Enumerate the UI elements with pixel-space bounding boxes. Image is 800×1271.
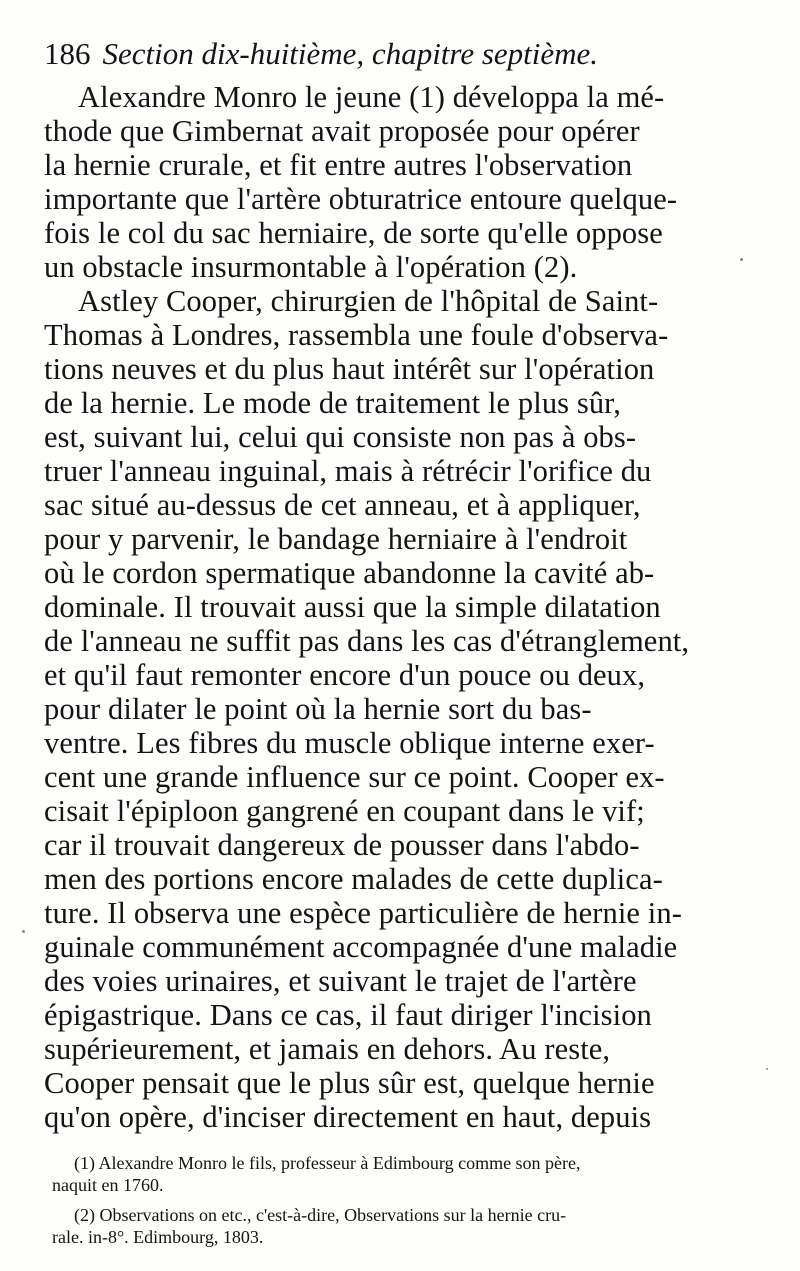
text-line: pour dilater le point où la hernie sort du bas- [44, 692, 592, 726]
text-line: ture. Il observa une espèce particulière de hernie in- [44, 896, 682, 930]
text-line: où le cordon spermatique abandonne la cavité ab- [44, 556, 655, 590]
footnote-line: (1) Alexandre Monro le fils, professeur à Edimbourg comme son père, [74, 1153, 581, 1173]
text-line: supérieurement, et jamais en dehors. Au reste, [44, 1032, 611, 1066]
text-line: de la hernie. Le mode de traitement le plus sûr, [44, 386, 621, 420]
text-line: Cooper pensait que le plus sûr est, quelque hernie [44, 1066, 655, 1100]
text-line: qu'on opère, d'inciser directement en haut, depuis [44, 1100, 652, 1134]
text-line: tions neuves et du plus haut intérêt sur l'opération [44, 352, 655, 386]
text-line: pour y parvenir, le bandage herniaire à l'endroit [44, 522, 628, 556]
text-line: cisait l'épiploon gangrené en coupant dans le vif; [44, 794, 645, 828]
footnote-line: rale. in-8°. Edimbourg, 1803. [52, 1227, 264, 1247]
text-line: un obstacle insurmontable à l'opération (2). [44, 250, 578, 284]
text-line: fois le col du sac herniaire, de sorte qu'elle oppose [44, 216, 663, 250]
text-line: importante que l'artère obturatrice entoure quelque- [44, 182, 678, 216]
text-line: truer l'anneau inguinal, mais à rétrécir l'orifice du [44, 454, 652, 488]
text-line: ventre. Les fibres du muscle oblique interne exer- [44, 726, 655, 760]
text-line: dominale. Il trouvait aussi que la simple dilatation [44, 590, 661, 624]
text-line: de l'anneau ne suffit pas dans les cas d'étranglement, [44, 624, 690, 658]
text-line: et qu'il faut remonter encore d'un pouce ou deux, [44, 658, 646, 692]
text-line: Thomas à Londres, rassembla une foule d'observa- [44, 318, 669, 352]
footnote-line: naquit en 1760. [52, 1175, 164, 1195]
text-line: Astley Cooper, chirurgien de l'hôpital de Saint- [78, 284, 659, 318]
page-number: 186 [44, 36, 91, 71]
text-line: thode que Gimbernat avait proposée pour opérer [44, 114, 640, 148]
footnote-line: (2) Observations on etc., c'est-à-dire, Observations sur la hernie cru- [74, 1205, 567, 1225]
text-line: car il trouvait dangereux de pousser dans l'abdo- [44, 828, 640, 862]
paper-speck [766, 1068, 768, 1070]
text-line: des voies urinaires, et suivant le trajet de l'artère [44, 964, 637, 998]
text-line: Alexandre Monro le jeune (1) développa la mé- [78, 80, 665, 114]
text-line: cent une grande influence sur ce point. Cooper ex- [44, 760, 665, 794]
running-title: Section dix-huitième, chapitre septième. [102, 36, 599, 71]
text-line: la hernie crurale, et fit entre autres l'observation [44, 148, 633, 182]
text-line: sac situé au-dessus de cet anneau, et à appliquer, [44, 488, 641, 522]
running-header [44, 36, 764, 76]
text-line: épigastrique. Dans ce cas, il faut diriger l'incision [44, 998, 652, 1032]
paper-speck [740, 258, 743, 261]
paper-speck [22, 930, 25, 933]
text-line: est, suivant lui, celui qui consiste non pas à obs- [44, 420, 637, 454]
text-line: men des portions encore malades de cette duplica- [44, 862, 663, 896]
text-line: guinale communément accompagnée d'une maladie [44, 930, 678, 964]
